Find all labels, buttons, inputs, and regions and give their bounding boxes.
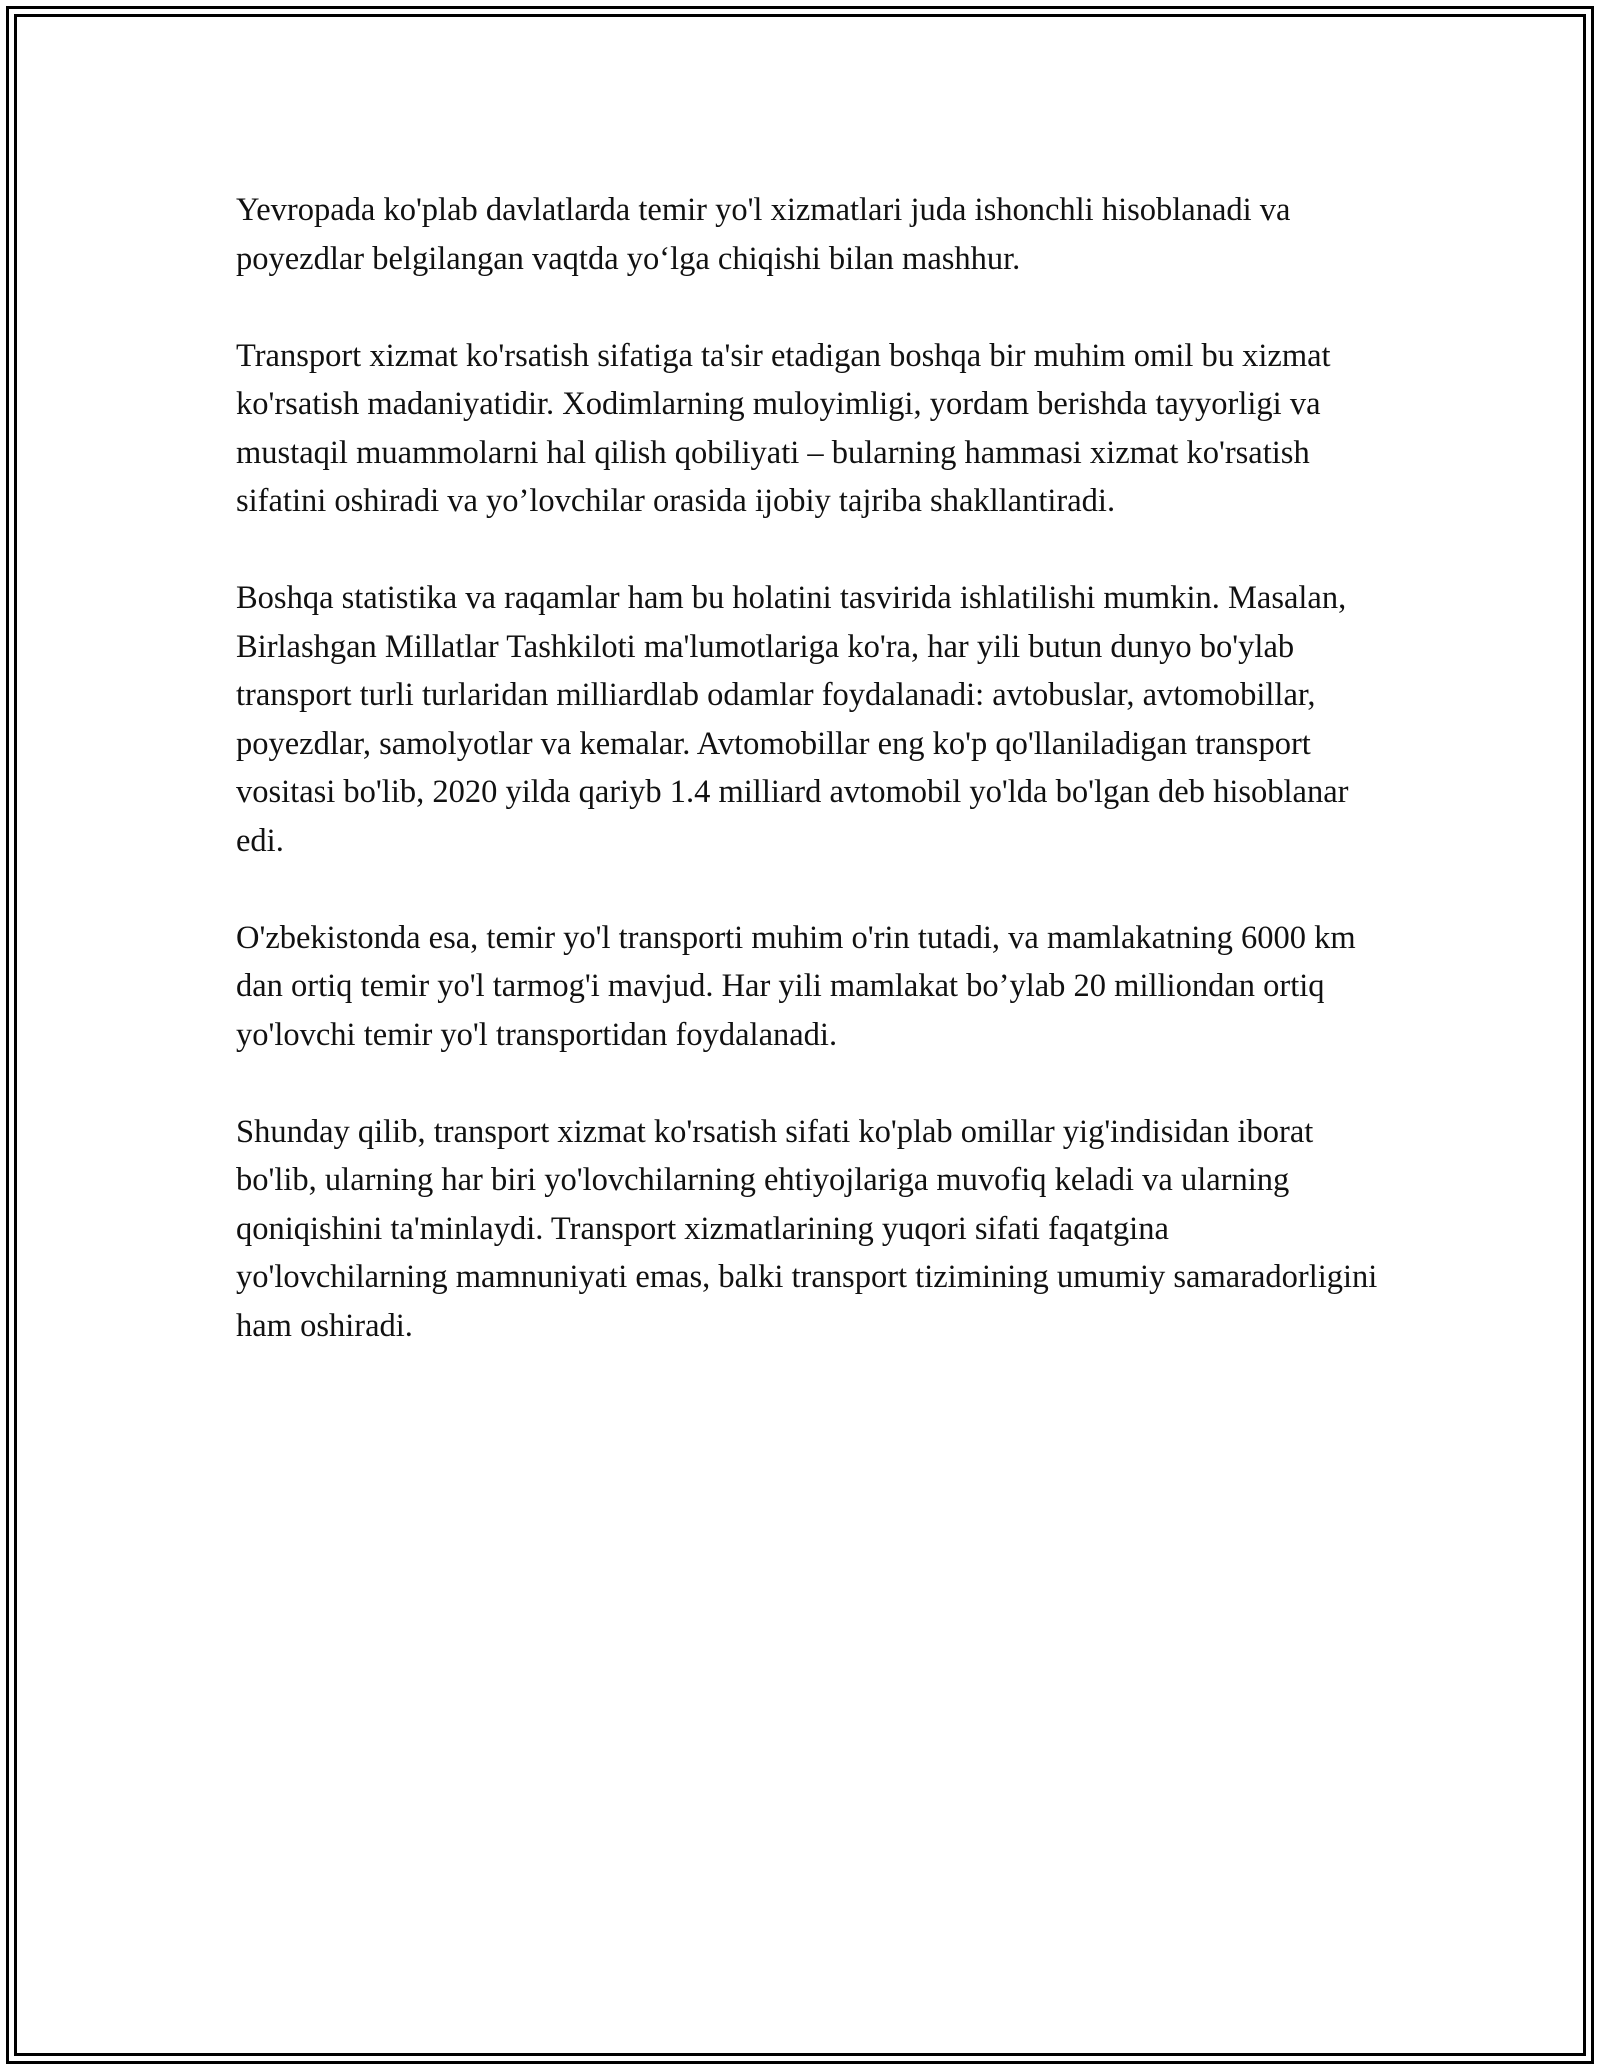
document-body [236,186,1386,1399]
paragraph-statistics: Boshqa statistika va raqamlar ham bu holatini tasvirida ishlatilishi mumkin. Masalan, Birlashgan Millatlar Tashkiloti ma'lumotlariga ko'ra, har yili butun dunyo bo'ylab transport turli turlaridan milliardlab odamlar foydalanadi: avtobuslar, avtomobillar, poyezdlar, samolyotlar va kemalar. Avtomobillar eng ko'p qo'llaniladigan transport vositasi bo'lib, 2020 yilda qariyb 1.4 milliard avtomobil yo'lda bo'lgan deb hisoblanar edi. [236,580,1349,859]
paragraph-conclusion: Shunday qilib, transport xizmat ko'rsatish sifati ko'plab omillar yig'indisidan iborat bo'lib, ularning har biri yo'lovchilarning ehtiyojlariga muvofiq keladi va ularning qoniqishini ta'minlaydi. Transport xizmatlarining yuqori sifati faqatgina yo'lovchilarning mamnuniyati emas, balki transport tizimining umumiy samaradorligini ham oshiradi. [236,1113,1378,1344]
paragraph-europe-rail: Yevropada ko'plab davlatlarda temir yo'l xizmatlari juda ishonchli hisoblanadi va poyezdlar belgilangan vaqtda yo‘lga chiqishi bilan mashhur. [236,192,1291,277]
paragraph-uzbekistan-rail: O'zbekistonda esa, temir yo'l transporti muhim o'rin tutadi, va mamlakatning 6000 km dan ortiq temir yo'l tarmog'i mavjud. Har yili mamlakat bo’ylab 20 milliondan ortiq yo'lovchi temir yo'l transportidan foydalanadi. [236,919,1356,1053]
paragraph-service-culture: Transport xizmat ko'rsatish sifatiga ta'sir etadigan boshqa bir muhim omil bu xizmat ko'rsatish madaniyatidir. Xodimlarning muloyimligi, yordam berishda tayyorligi va mustaqil muammolarni hal qilish qobiliyati – bularning hammasi xizmat ko'rsatish sifatini oshiradi va yo’lovchilar orasida ijobiy tajriba shakllantiradi. [236,337,1331,519]
